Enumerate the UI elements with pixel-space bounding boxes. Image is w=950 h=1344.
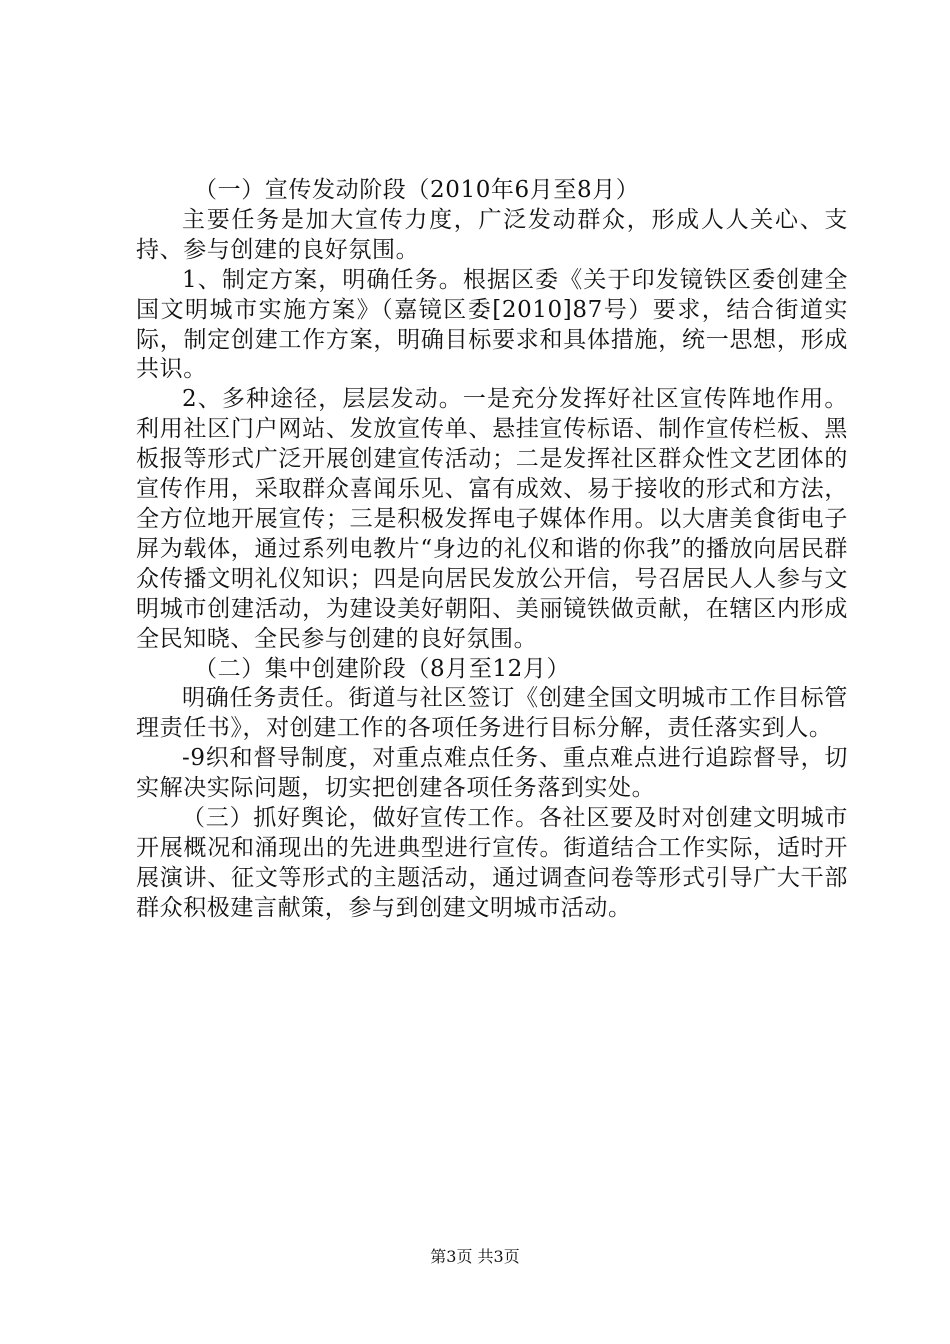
paragraph-main-task: 主要任务是加大宣传力度，广泛发动群众，形成人人关心、支持、参与创建的良好氛围。 xyxy=(136,206,848,263)
paragraph-public-opinion: （三）抓好舆论，做好宣传工作。各社区要及时对创建文明城市开展概况和涌现出的先进典型进行宣传。街道结合工作实际，适时开展演讲、征文等形式的主题活动，通过调查问卷等形式引导广大干部群众积极建言献策，参与到创建文明城市活动。 xyxy=(136,805,848,921)
paragraph-supervision: -9织和督导制度，对重点难点任务、重点难点进行追踪督导，切实解决实际问题，切实把创建各项任务落到实处。 xyxy=(136,745,848,802)
paragraph-item-2-mobilize: 2、多种途径，层层发动。一是充分发挥好社区宣传阵地作用。利用社区门户网站、发放宣传单、悬挂宣传标语、制作宣传栏板、黑板报等形式广泛开展创建宣传活动；二是发挥社区群众性文艺团体的宣传作用，采取群众喜闻乐见、富有成效、易于接收的形式和方法，全方位地开展宣传；三是积极发挥电子媒体作用。以大唐美食街电子屏为载体，通过系列电教片“身边的礼仪和谐的你我”的播放向居民群众传播文明礼仪知识；四是向居民发放公开信，号召居民人人参与文明城市创建活动，为建设美好朝阳、美丽镜铁做贡献，在辖区内形成全民知晓、全民参与创建的良好氛围。 xyxy=(136,386,848,652)
page-footer xyxy=(0,1247,950,1267)
document-body xyxy=(136,176,848,924)
section-heading-propaganda-stage: （一）宣传发动阶段（2010年6月至8月） xyxy=(194,177,640,203)
paragraph-responsibility: 明确任务责任。街道与社区签订《创建全国文明城市工作目标管理责任书》，对创建工作的各项任务进行目标分解，责任落实到人。 xyxy=(136,685,848,742)
page-number-label: 第3页 共3页 xyxy=(430,1247,520,1266)
paragraph-item-1-plan: 1、制定方案，明确任务。根据区委《关于印发镜铁区委创建全国文明城市实施方案》（嘉镜区委[2010]87号）要求，结合街道实际，制定创建工作方案，明确目标要求和具体措施，统一思想，形成共识。 xyxy=(136,266,848,383)
section-heading-concentrated-stage: （二）集中创建阶段（8月至12月） xyxy=(194,655,571,682)
